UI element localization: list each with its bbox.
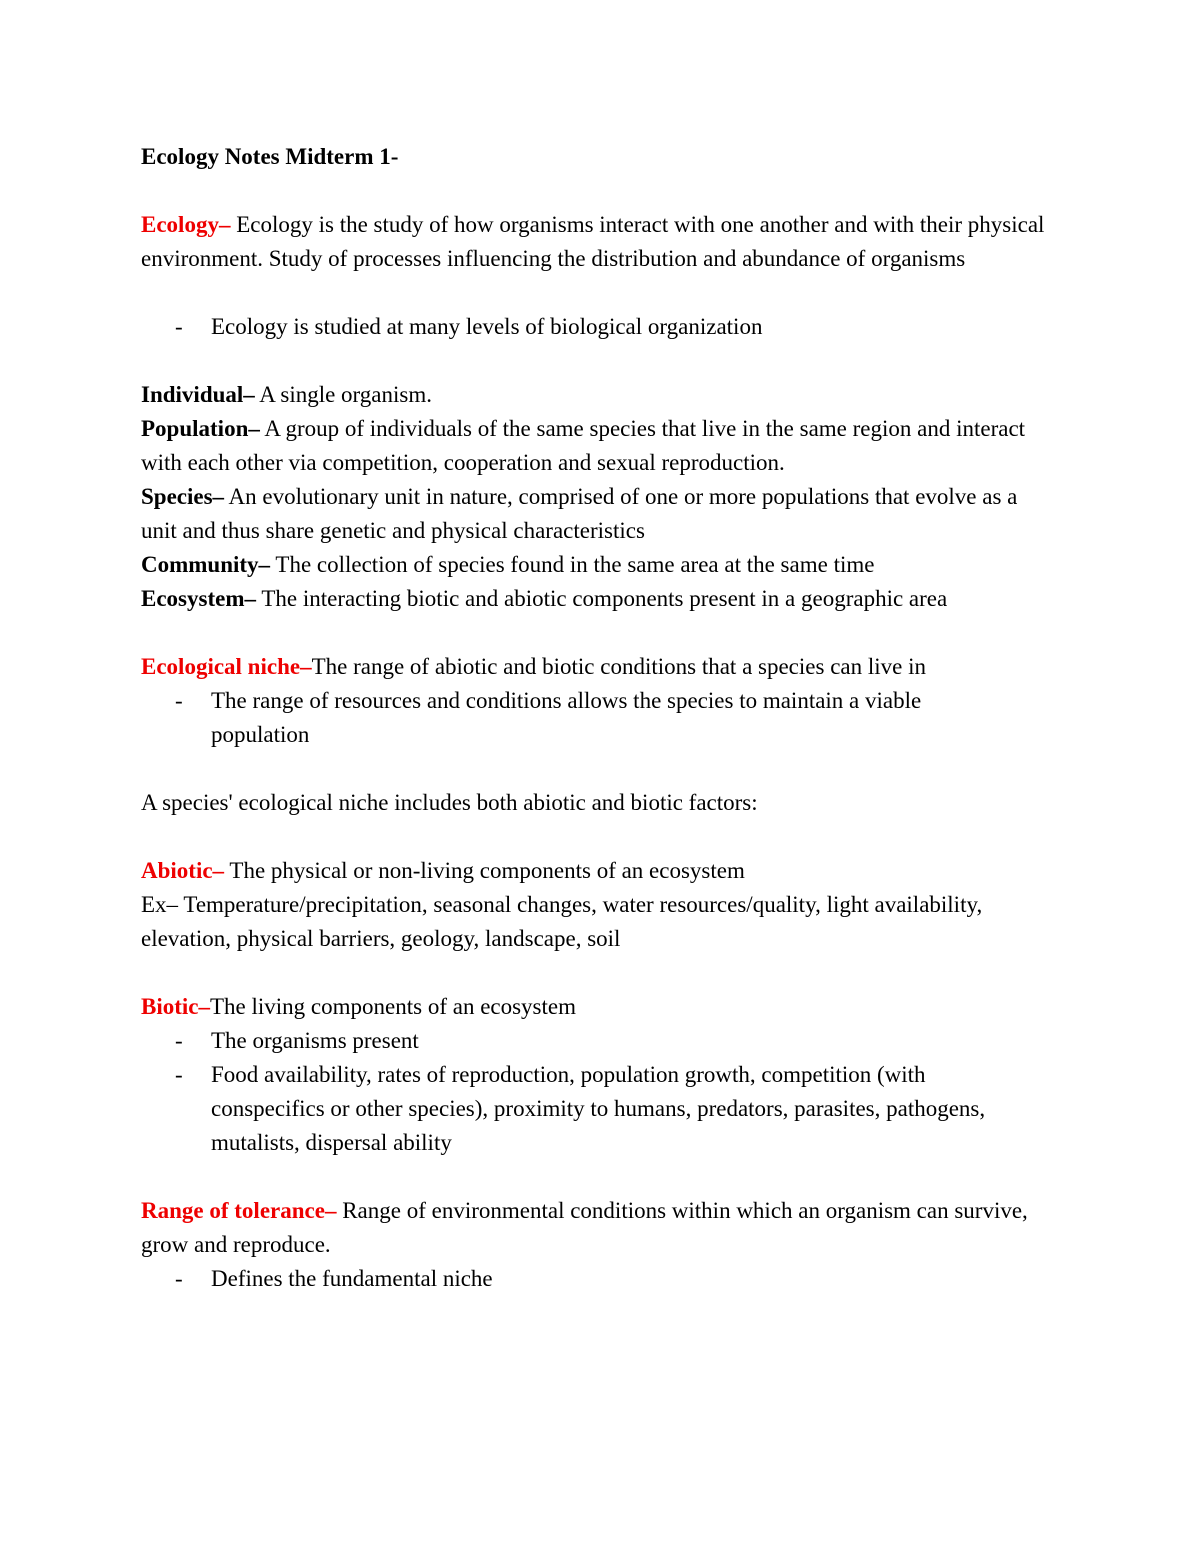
- biotic-term: Biotic–: [141, 994, 210, 1019]
- spacer: [141, 752, 1060, 786]
- level-community: [141, 548, 1060, 582]
- spacer: [141, 616, 1060, 650]
- tolerance-paragraph: [141, 1194, 1060, 1262]
- spacer: [141, 276, 1060, 310]
- bullet-dash: -: [175, 1028, 183, 1053]
- bullet-dash: -: [175, 314, 183, 339]
- spacer: [141, 956, 1060, 990]
- tolerance-definition: Range of environmental conditions within which an organism can survive, grow and reproduce.: [141, 1198, 1028, 1257]
- level-definition: A group of individuals of the same species that live in the same region and interact with each other via competition, cooperation and sexual reproduction.: [141, 416, 1026, 475]
- level-individual: [141, 378, 1060, 412]
- level-ecosystem: [141, 582, 1060, 616]
- list-item: [141, 684, 1060, 752]
- niche-bullet-list: [141, 684, 1060, 752]
- niche-intro: A species' ecological niche includes both abiotic and biotic factors:: [141, 790, 758, 815]
- list-item-text: The range of resources and conditions allows the species to maintain a viable population: [211, 688, 922, 747]
- biotic-paragraph: [141, 990, 1060, 1024]
- level-term: Ecosystem–: [141, 586, 256, 611]
- list-item: [141, 1262, 1060, 1296]
- list-item: [141, 1058, 1060, 1160]
- niche-term: Ecological niche–: [141, 654, 312, 679]
- ecology-definition: Ecology is the study of how organisms interact with one another and with their physical environment. Study of processes influencing the distribution and abundance of organisms: [141, 212, 1045, 271]
- list-item-text: Ecology is studied at many levels of biological organization: [211, 314, 763, 339]
- level-definition: The interacting biotic and abiotic components present in a geographic area: [255, 586, 948, 611]
- spacer: [141, 344, 1060, 378]
- spacer: [141, 820, 1060, 854]
- level-definition: A single organism.: [254, 382, 432, 407]
- document-title: Ecology Notes Midterm 1-: [141, 144, 399, 169]
- list-item-text: Food availability, rates of reproduction, population growth, competition (with conspecifics or other species), proximity to humans, predators, parasites, pathogens, mutalists, dispersal ability: [211, 1062, 986, 1155]
- list-item-text: Defines the fundamental niche: [211, 1266, 493, 1291]
- list-item: [141, 310, 1060, 344]
- level-population: [141, 412, 1060, 480]
- level-term: Species–: [141, 484, 225, 509]
- list-item-text: The organisms present: [211, 1028, 419, 1053]
- bullet-dash: -: [175, 1062, 183, 1087]
- spacer: [141, 1160, 1060, 1194]
- abiotic-example: Ex– Temperature/precipitation, seasonal changes, water resources/quality, light availability, elevation, physical barriers, geology, landscape, soil: [141, 892, 983, 951]
- list-item: [141, 1024, 1060, 1058]
- spacer: [141, 174, 1060, 208]
- biotic-bullet-list: [141, 1024, 1060, 1160]
- niche-definition: The range of abiotic and biotic conditions that a species can live in: [311, 654, 926, 679]
- abiotic-term: Abiotic–: [141, 858, 225, 883]
- level-term: Population–: [141, 416, 260, 441]
- abiotic-definition: The physical or non-living components of an ecosystem: [224, 858, 745, 883]
- level-definition: An evolutionary unit in nature, comprised of one or more populations that evolve as a unit and thus share genetic and physical characteristics: [141, 484, 1018, 543]
- ecology-bullet-list: [141, 310, 1060, 344]
- bullet-dash: -: [175, 688, 183, 713]
- abiotic-paragraph: [141, 854, 1060, 888]
- ecology-paragraph: [141, 208, 1060, 276]
- ecology-term: Ecology–: [141, 212, 231, 237]
- tolerance-term: Range of tolerance–: [141, 1198, 337, 1223]
- level-definition: The collection of species found in the same area at the same time: [270, 552, 875, 577]
- biotic-definition: The living components of an ecosystem: [210, 994, 577, 1019]
- bullet-dash: -: [175, 1266, 183, 1291]
- tolerance-bullet-list: [141, 1262, 1060, 1296]
- level-term: Individual–: [141, 382, 255, 407]
- level-term: Community–: [141, 552, 271, 577]
- niche-paragraph: [141, 650, 1060, 684]
- level-species: [141, 480, 1060, 548]
